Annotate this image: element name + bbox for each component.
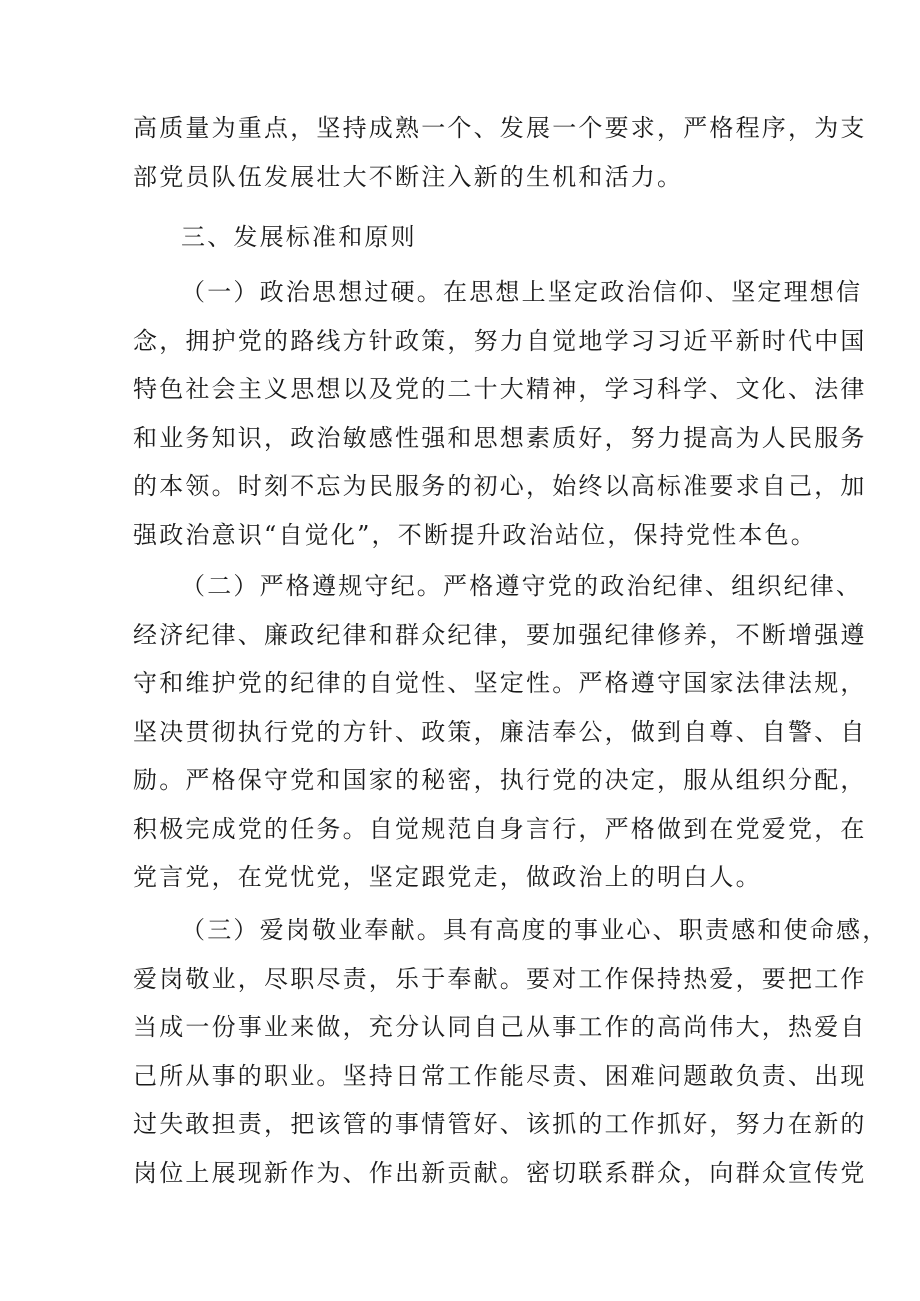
text-line: 积极完成党的任务。自觉规范自身言行，严格做到在党爱党，在 [133,814,867,843]
text-line: 特色社会主义思想以及党的二十大精神，学习科学、文化、法律 [133,375,867,403]
text-line: 强政治意识“自觉化”，不断提升政治站位，保持党性本色。 [133,520,817,549]
paragraph-continuation [133,104,867,201]
paragraph-political-thought [133,268,867,559]
text-line: 过失敢担责，把该管的事情管好、该抓的工作抓好，努力在新的 [133,1110,867,1138]
text-line: 高质量为重点，坚持成熟一个、发展一个要求，严格程序，为支 [133,114,867,142]
paragraph-dedication [133,906,889,1197]
text-line: 岗位上展现新作为、作出新贡献。密切联系群众，向群众宣传党 [133,1158,867,1187]
text-line: （二）严格遵规守纪。严格遵守党的政治纪律、组织纪律、 [181,572,863,600]
text-line: 的本领。时刻不忘为民服务的初心，始终以高标准要求自己，加 [133,472,867,500]
text-line: 和业务知识，政治敏感性强和思想素质好，努力提高为人民服务 [133,423,867,452]
text-line: 励。严格保守党和国家的秘密，执行党的决定，服从组织分配， [133,766,867,794]
heading-text: 三、发展标准和原则 [181,223,417,251]
text-line: 己所从事的职业。坚持日常工作能尽责、困难问题敢负责、出现 [133,1061,867,1090]
text-line: 爱岗敬业，尽职尽责，乐于奉献。要对工作保持热爱，要把工作 [133,964,867,993]
text-line: （一）政治思想过硬。在思想上坚定政治信仰、坚定理想信 [181,278,863,306]
text-line: 守和维护党的纪律的自觉性、坚定性。严格遵守国家法律法规， [133,669,867,697]
text-line: （三）爱岗敬业奉献。具有高度的事业心、职责感和使命感， [181,916,889,944]
section-heading [133,213,793,262]
text-line: 坚决贯彻执行党的方针、政策，廉洁奉公，做到自尊、自警、自 [133,717,867,746]
text-line: 当成一份事业来做，充分认同自己从事工作的高尚伟大，热爱自 [133,1013,867,1041]
paragraph-discipline [133,562,867,902]
text-line: 部党员队伍发展壮大不断注入新的生机和活力。 [133,162,684,191]
text-line: 念，拥护党的路线方针政策，努力自觉地学习习近平新时代中国 [133,326,867,355]
text-line: 经济纪律、廉政纪律和群众纪律，要加强纪律修养，不断增强遵 [133,620,867,649]
text-line: 党言党，在党忧党，坚定跟党走，做政治上的明白人。 [133,863,762,891]
